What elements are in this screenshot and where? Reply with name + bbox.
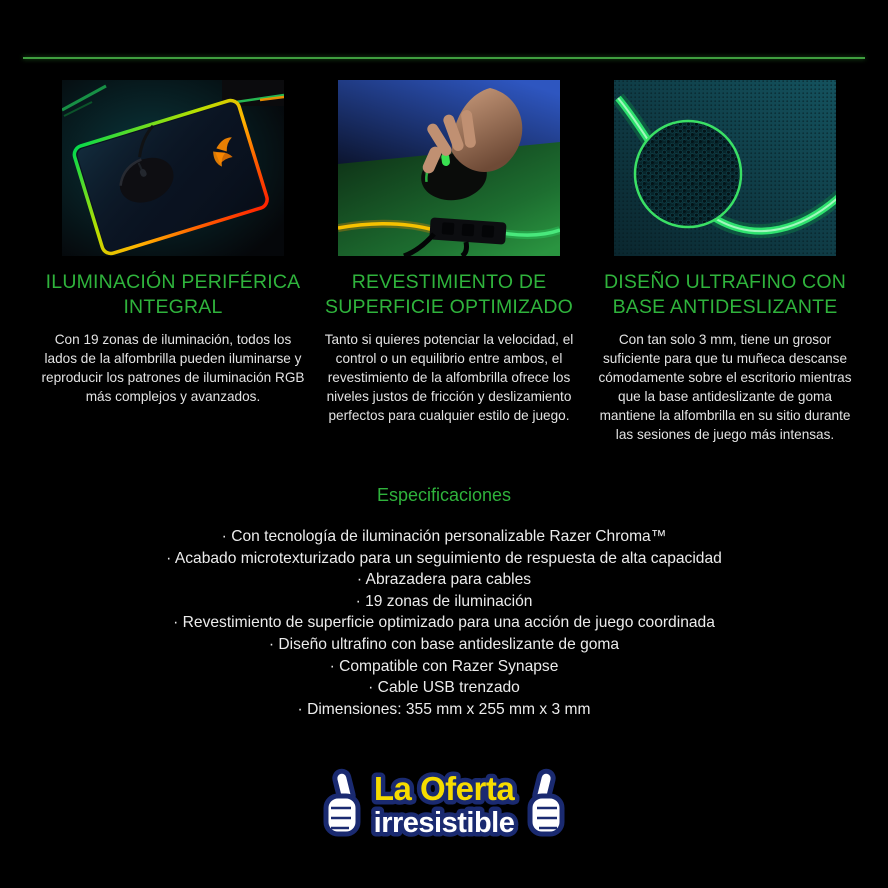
feature-column-surface (311, 80, 587, 444)
specifications-title: Especificaciones (376, 485, 512, 505)
spec-item: · Abrazadera para cables (356, 571, 532, 589)
feature-title-design: DISEÑO ULTRAFINO CON BASE ANTIDESLIZANTE (604, 271, 846, 318)
feature-body-surface: Tanto si quieres potenciar la velocidad, el control o un equilibrio entre ambos, el revestimiento de la alfombrilla ofrece los niveles justos de fricción y deslizamiento perfectos para cualquier estilo de juego. (324, 332, 574, 423)
feature-title-surface: REVESTIMIENTO DE SUPERFICIE OPTIMIZADO (325, 271, 573, 318)
la-oferta-irresistible-logo (319, 760, 569, 846)
feature-body-lighting: Con 19 zonas de iluminación, todos los lados de la alfombrilla pueden iluminarse y reproducir los patrones de iluminación RGB más complejos y avanzados. (41, 332, 305, 404)
brand-logo-graphic (319, 760, 569, 846)
logo-text-irresistible: irresistible (373, 807, 515, 839)
spec-item: · Revestimiento de superficie optimizado para una acción de juego coordinada (173, 614, 715, 632)
specifications-list (0, 526, 888, 720)
spec-item: · 19 zonas de iluminación (355, 592, 533, 610)
surface-texture-macro-photo (614, 80, 836, 256)
spec-item: · Con tecnología de iluminación personalizable Razer Chroma™ (221, 528, 667, 545)
feature-title-lighting: ILUMINACIÓN PERIFÉRICA INTEGRAL (45, 271, 301, 318)
rgb-mousepad-illustration (62, 80, 284, 256)
feature-column-lighting (35, 80, 311, 444)
rgb-mousepad-photo (62, 80, 284, 256)
spec-item: · Diseño ultrafino con base antideslizante de goma (268, 635, 620, 653)
surface-texture-illustration (614, 80, 836, 256)
feature-body-design: Con tan solo 3 mm, tiene un grosor suficiente para que tu muñeca descanse cómodamente sobre el escritorio mientras que la base antideslizante de goma mantiene la alfombrilla en su sitio durante las sesiones de juego más intensas. (598, 332, 852, 442)
spec-item: · Cable USB trenzado (368, 679, 520, 697)
spec-item: · Acabado microtexturizado para un seguimiento de respuesta de alta capacidad (166, 549, 722, 567)
top-divider-line (23, 57, 865, 59)
thumbs-up-right-icon (530, 770, 562, 834)
logo-text-la-oferta: La Oferta (373, 770, 515, 807)
features-row (35, 80, 863, 444)
thumbs-up-left-icon (326, 770, 358, 834)
hand-on-mouse-illustration (338, 80, 560, 256)
hand-on-mouse-photo (338, 80, 560, 256)
spec-item: · Compatible con Razer Synapse (329, 657, 559, 675)
spec-item: · Dimensiones: 355 mm x 255 mm x 3 mm (297, 700, 591, 718)
specifications-section (0, 485, 888, 720)
feature-column-design (587, 80, 863, 444)
